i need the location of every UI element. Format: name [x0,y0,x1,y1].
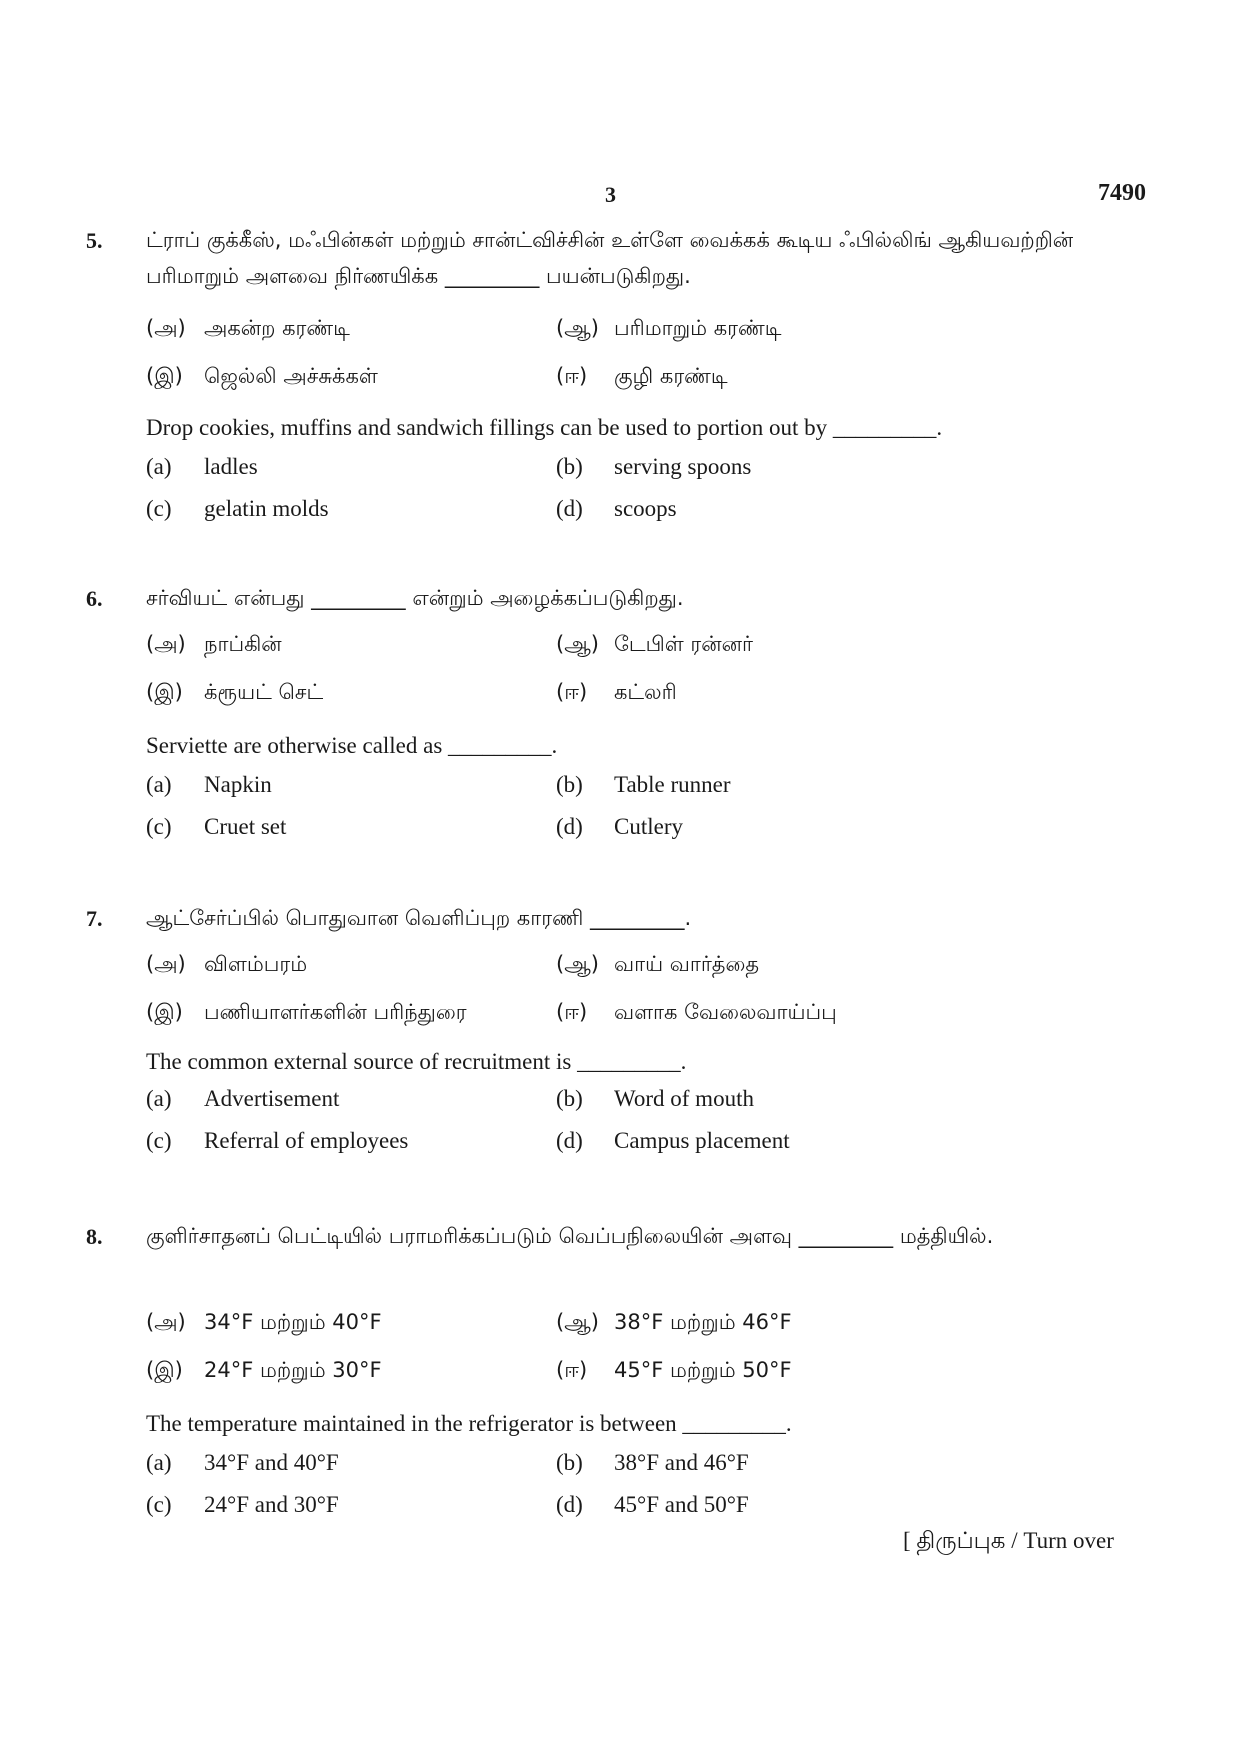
tamil-option-a[interactable] [146,1310,382,1337]
option-text: வளாக வேலைவாய்ப்பு [614,1000,837,1024]
english-option-b[interactable] [556,454,751,480]
tamil-option-d[interactable] [556,680,677,707]
option-text: Campus placement [614,1128,790,1153]
option-label: (ஈ) [556,364,588,388]
tamil-option-c[interactable] [146,364,378,391]
option-label: (a) [146,1086,172,1111]
english-stem: The common external source of recruitment is _________. [146,1049,687,1074]
paper-code: 7490 [1098,180,1146,206]
english-option-c[interactable] [146,1492,339,1518]
option-label: (c) [146,1492,172,1517]
tamil-option-d[interactable] [556,1358,792,1385]
option-text: பணியாளர்களின் பரிந்துரை [204,1000,467,1024]
question-number: 6. [86,586,103,611]
tamil-option-a[interactable] [146,632,282,659]
english-stem: Drop cookies, muffins and sandwich fillings can be used to portion out by _________. [146,415,943,440]
tamil-option-b[interactable] [556,952,759,979]
option-label: (c) [146,1128,172,1153]
english-option-d[interactable] [556,496,677,522]
option-text: பரிமாறும் கரண்டி [614,316,782,340]
english-option-a[interactable] [146,1086,339,1112]
option-label: (ஈ) [556,1358,588,1382]
option-text: 45°F மற்றும் 50°F [614,1358,792,1382]
option-label: (d) [556,814,583,839]
english-option-b[interactable] [556,772,731,798]
option-text: Cutlery [614,814,683,839]
option-text: Word of mouth [614,1086,754,1111]
english-option-c[interactable] [146,814,286,840]
option-text: டேபிள் ரன்னர் [614,632,753,656]
option-text: 38°F and 46°F [614,1450,749,1475]
option-label: (ஈ) [556,680,588,704]
english-option-b[interactable] [556,1450,749,1476]
tamil-option-b[interactable] [556,632,753,659]
tamil-option-b[interactable] [556,316,781,343]
option-label: (ஆ) [556,952,599,976]
english-option-d[interactable] [556,1128,790,1154]
option-label: (ஆ) [556,632,599,656]
english-option-a[interactable] [146,454,258,480]
option-label: (இ) [146,1358,183,1382]
question-number: 5. [86,228,103,253]
option-label: (b) [556,1450,583,1475]
option-text: gelatin molds [204,496,329,521]
option-text: கட்லரி [614,680,677,704]
option-text: ladles [204,454,258,479]
page-number: 3 [605,182,616,207]
option-label: (அ) [146,316,186,340]
option-text: 24°F மற்றும் 30°F [204,1358,382,1382]
option-label: (அ) [146,1310,186,1334]
option-label: (a) [146,454,172,479]
option-text: 38°F மற்றும் 46°F [614,1310,792,1334]
option-label: (d) [556,1492,583,1517]
tamil-stem: ட்ராப் குக்கீஸ், மஃபின்கள் மற்றும் சான்ட்விச்சின் உள்ளே வைக்கக் கூடிய ஃபில்லிங் ஆகியவற்றின் பரிமாறும் அளவை நிர்ணயிக்க _________ பயன்படுகிறது. [146,228,1074,288]
question-number: 7. [86,906,103,931]
english-option-b[interactable] [556,1086,754,1112]
option-text: Referral of employees [204,1128,409,1153]
option-text: Table runner [614,772,731,797]
option-label: (c) [146,814,172,839]
english-option-c[interactable] [146,1128,408,1154]
option-text: வாய் வார்த்தை [614,952,760,976]
option-label: (b) [556,772,583,797]
option-label: (ஆ) [556,1310,599,1334]
option-text: Advertisement [204,1086,340,1111]
tamil-option-a[interactable] [146,952,307,979]
english-stem: The temperature maintained in the refrigerator is between _________. [146,1411,792,1436]
option-label: (b) [556,1086,583,1111]
english-option-d[interactable] [556,1492,749,1518]
english-stem: Serviette are otherwise called as _________. [146,733,558,758]
option-text: நாப்கின் [204,632,282,656]
option-text: Napkin [204,772,272,797]
option-text: 24°F and 30°F [204,1492,339,1517]
option-text: Cruet set [204,814,287,839]
option-label: (இ) [146,680,183,704]
turn-over-note: [ திருப்புக / Turn over [903,1528,1114,1553]
option-label: (இ) [146,364,183,388]
english-option-c[interactable] [146,496,329,522]
option-text: 34°F and 40°F [204,1450,339,1475]
option-label: (இ) [146,1000,183,1024]
tamil-stem: சர்வியட் என்பது _________ என்றும் அழைக்கப்படுகிறது. [146,586,684,610]
option-label: (அ) [146,632,186,656]
tamil-option-c[interactable] [146,680,323,707]
option-text: serving spoons [614,454,752,479]
option-label: (d) [556,1128,583,1153]
tamil-option-a[interactable] [146,316,350,343]
option-text: ஜெல்லி அச்சுக்கள் [204,364,378,388]
option-label: (d) [556,496,583,521]
tamil-option-c[interactable] [146,1000,467,1027]
tamil-stem: குளிர்சாதனப் பெட்டியில் பராமரிக்கப்படும் வெப்பநிலையின் அளவு _________ மத்தியில். [146,1224,994,1248]
option-text: 34°F மற்றும் 40°F [204,1310,382,1334]
english-option-d[interactable] [556,814,683,840]
english-option-a[interactable] [146,1450,339,1476]
option-text: குழி கரண்டி [614,364,728,388]
option-label: (அ) [146,952,186,976]
option-label: (ஆ) [556,316,599,340]
option-text: விளம்பரம் [204,952,308,976]
english-option-a[interactable] [146,772,272,798]
tamil-stem: ஆட்சேர்ப்பில் பொதுவான வெளிப்புற காரணி _________. [146,906,692,930]
tamil-option-d[interactable] [556,364,728,391]
tamil-option-c[interactable] [146,1358,382,1385]
option-label: (b) [556,454,583,479]
tamil-option-d[interactable] [556,1000,837,1027]
option-label: (ஈ) [556,1000,588,1024]
option-text: க்ரூயட் செட் [204,680,324,704]
option-label: (a) [146,772,172,797]
tamil-option-b[interactable] [556,1310,792,1337]
option-text: அகன்ற கரண்டி [204,316,350,340]
option-label: (a) [146,1450,172,1475]
option-label: (c) [146,496,172,521]
option-text: scoops [614,496,677,521]
question-number: 8. [86,1224,103,1249]
option-text: 45°F and 50°F [614,1492,749,1517]
